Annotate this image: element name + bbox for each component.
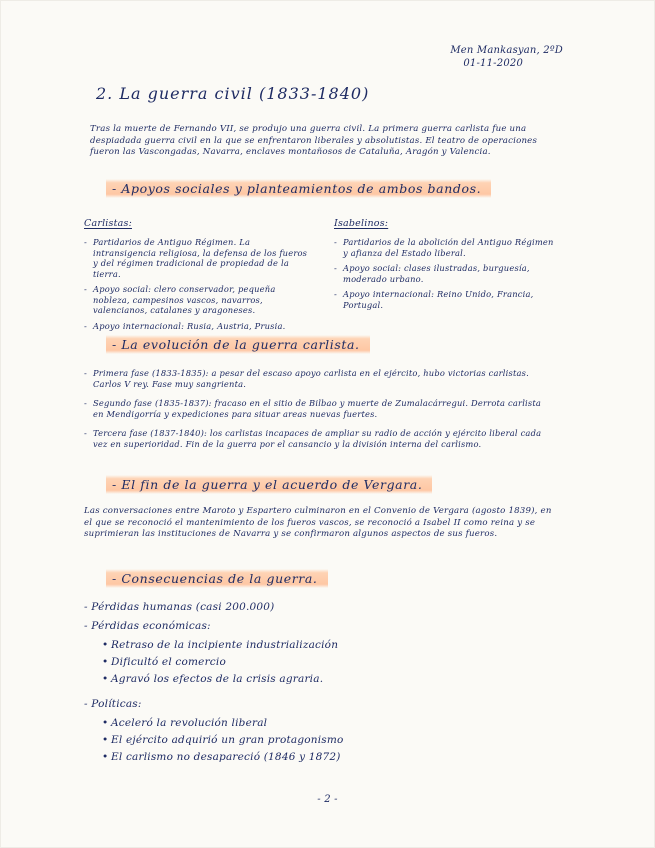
date-line: 01-11-2020 — [463, 58, 523, 69]
list-item: • Dificultó el comercio — [102, 655, 554, 670]
vergara-paragraph: Las conversaciones entre Maroto y Espartero culminaron en el Convenio de Vergara (agosto 1839), en el que se reconoció el mantenimiento de los fueros vascos, se reconoció a Isabel II como reina y se suprimieran las instituciones de Navarra y se confirmaron algunos aspectos de sus fueros. — [84, 506, 552, 539]
carlistas-title: Carlistas: — [84, 218, 132, 229]
isabelinos-column — [334, 218, 558, 315]
carlistas-column — [84, 218, 308, 336]
list-item: - Apoyo internacional: Reino Unido, Francia, Portugal. — [334, 289, 558, 310]
consequence-group-politicas: - Políticas: • Aceleró la revolución liberal • El ejército adquirió un gran protagonismo • El carlismo no desapareció (1846 y 1872) — [84, 697, 554, 765]
isabelinos-title: Isabelinos: — [334, 218, 389, 229]
consequence-group-humanas: - Pérdidas humanas (casi 200.000) — [84, 601, 275, 613]
consecuencias-block — [84, 600, 554, 767]
isabelinos-list — [334, 237, 558, 310]
group-label: Pérdidas económicas: — [91, 620, 211, 632]
list-item: - Apoyo social: clero conservador, pequeña nobleza, campesinos vascos, navarros, valencianos, catalanes y aragoneses. — [84, 284, 308, 316]
section-heading-consecuencias — [106, 568, 328, 588]
list-item: - Apoyo social: clases ilustradas, burguesía, moderado urbano. — [334, 263, 558, 284]
group-label: Pérdidas humanas (casi 200.000) — [91, 601, 275, 613]
list-item: • Aceleró la revolución liberal — [102, 716, 554, 731]
list-item: • Retraso de la incipiente industrialización — [102, 638, 554, 653]
list-item: - Partidarios de la abolición del Antiguo Régimen y afianza del Estado liberal. — [334, 237, 558, 258]
highlight-consecuencias: - Consecuencias de la guerra. — [106, 569, 328, 588]
group-label: Políticas: — [91, 698, 142, 710]
evolucion-list — [84, 368, 554, 449]
list-item: - Apoyo internacional: Rusia, Austria, Prusia. — [84, 321, 308, 332]
section-heading-vergara — [106, 474, 432, 494]
list-item: - Tercera fase (1837-1840): los carlistas incapaces de ampliar su radio de acción y ejército liberal cada vez en superioridad. Fin de la guerra por el cansancio y la división interna del carlismo. — [84, 428, 554, 449]
list-item: - Partidarios de Antiguo Régimen. La intransigencia religiosa, la defensa de los fueros y del régimen tradicional de propiedad de la tierra. — [84, 237, 308, 279]
intro-paragraph: Tras la muerte de Fernando VII, se produjo una guerra civil. La primera guerra carlista fue una despiadada guerra civil en la que se enfrentaron liberales y absolutistas. El teatro de operaciones fueron las Vascongadas, Navarra, enclaves montañosos de Cataluña, Aragón y Valencia. — [90, 124, 538, 157]
economicas-list — [102, 638, 554, 687]
list-item: - Segundo fase (1835-1837): fracaso en el sitio de Bilbao y muerte de Zumalacárregui. Derrota carlista en Mendigorría y expediciones para situar areas nuevas fuertes. — [84, 398, 554, 419]
page-number: - 2 - — [317, 794, 338, 805]
list-item: • El ejército adquirió un gran protagonismo — [102, 733, 554, 748]
evolucion-block — [84, 368, 554, 454]
header-block — [343, 44, 563, 70]
carlistas-list — [84, 237, 308, 331]
list-item: - Primera fase (1833-1835): a pesar del escaso apoyo carlista en el ejército, hubo victorias carlistas. Carlos V rey. Fase muy sangrienta. — [84, 368, 554, 389]
page-title: 2. La guerra civil (1833-1840) — [96, 84, 370, 103]
section-heading-apoyos — [106, 178, 491, 198]
section-heading-evolucion — [106, 334, 370, 354]
politicas-list — [102, 716, 554, 765]
author-line: Men Mankasyan, 2ºD — [450, 45, 563, 56]
highlight-apoyos: - Apoyos sociales y planteamientos de ambos bandos. — [106, 179, 491, 198]
highlight-vergara: - El fin de la guerra y el acuerdo de Vergara. — [106, 475, 432, 494]
consequence-group-economicas: - Pérdidas económicas: • Retraso de la incipiente industrialización • Dificultó el comercio • Agravó los efectos de la crisis agraria. — [84, 619, 554, 687]
list-item: • Agravó los efectos de la crisis agraria. — [102, 672, 554, 687]
highlight-evolucion: - La evolución de la guerra carlista. — [106, 335, 370, 354]
list-item: • El carlismo no desapareció (1846 y 1872) — [102, 750, 554, 765]
